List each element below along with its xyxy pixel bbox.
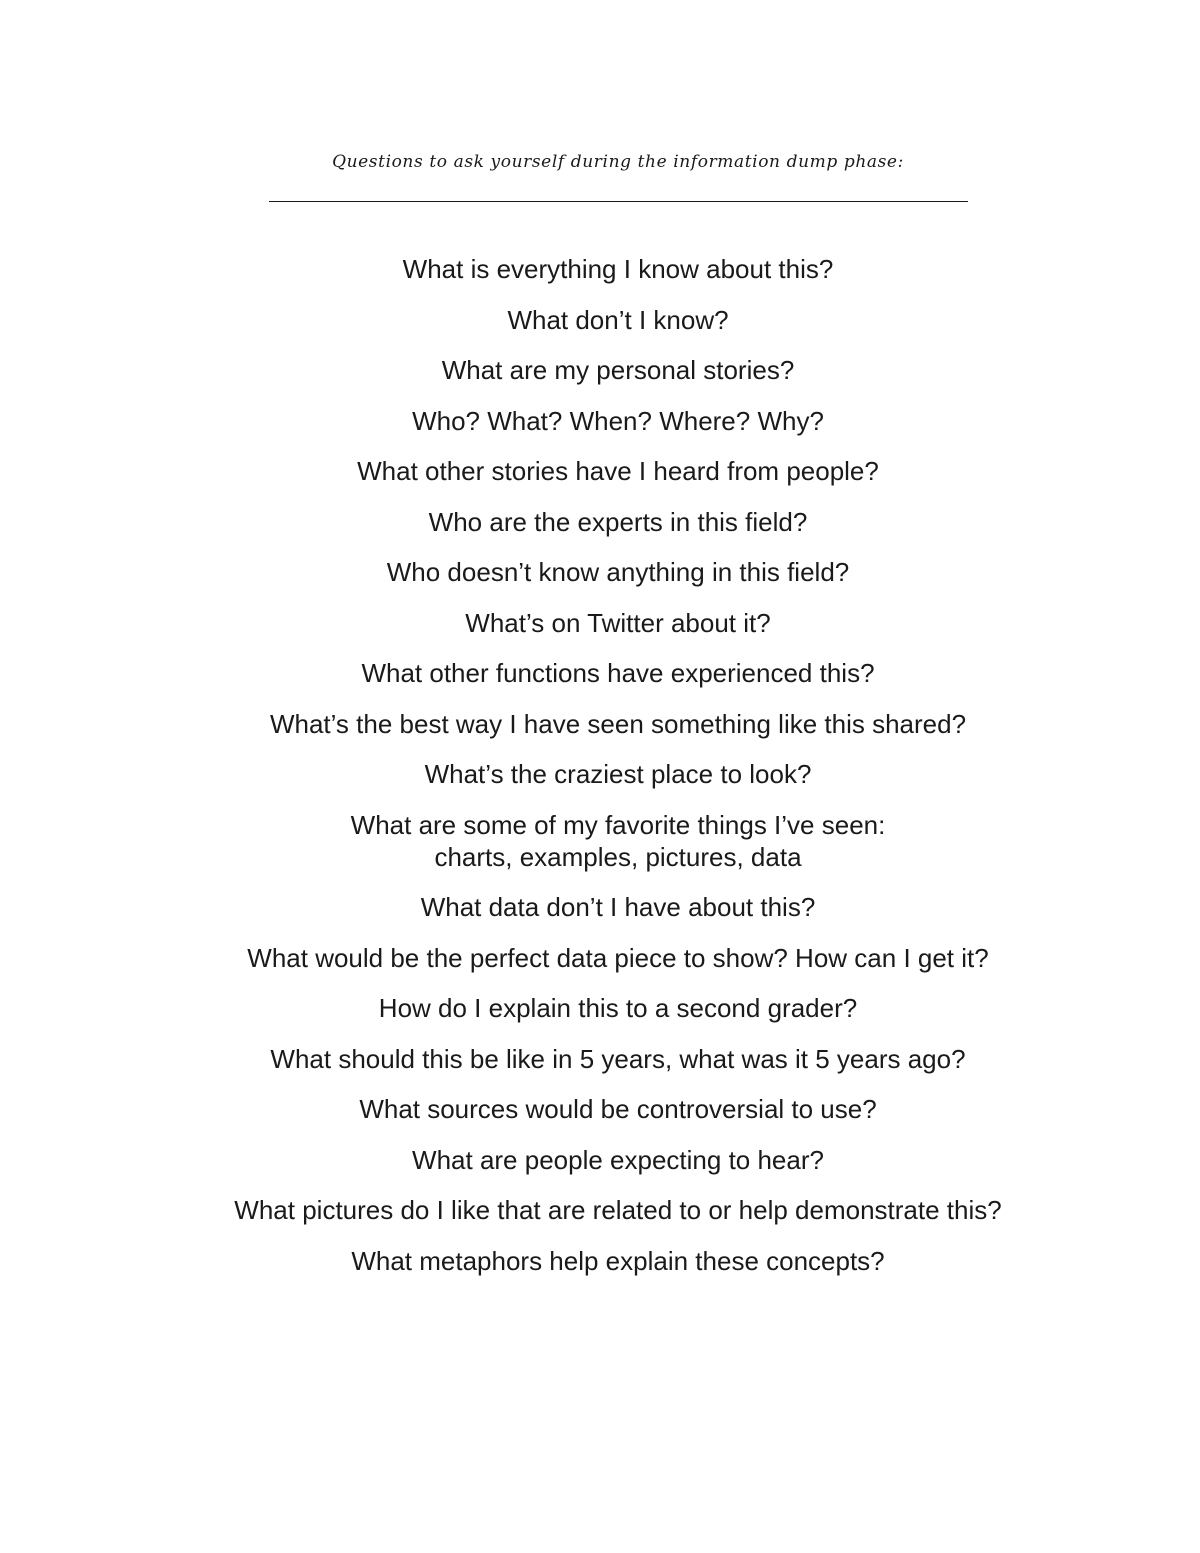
- page-heading: Questions to ask yourself during the information dump phase:: [332, 152, 904, 172]
- question-item: What would be the perfect data piece to show? How can I get it?: [247, 942, 989, 973]
- question-item: What metaphors help explain these concepts?: [351, 1245, 885, 1276]
- question-item: What pictures do I like that are related to or help demonstrate this?: [234, 1195, 1002, 1225]
- question-item: What are some of my favorite things I’ve seen: charts, examples, pictures, data: [350, 809, 886, 872]
- question-item: What data don’t I have about this?: [420, 892, 816, 922]
- question-item: What other functions have experienced this?: [361, 658, 875, 688]
- question-item: What are my personal stories?: [441, 355, 795, 385]
- question-item: How do I explain this to a second grader?: [378, 993, 858, 1023]
- question-item: What sources would be controversial to use?: [359, 1094, 877, 1124]
- question-item: What’s on Twitter about it?: [465, 607, 771, 638]
- question-item: What other stories have I heard from people?: [357, 456, 879, 486]
- heading-divider: [269, 201, 968, 202]
- question-list: [0, 253, 1200, 1295]
- question-item: Who? What? When? Where? Why?: [412, 405, 824, 436]
- question-item: Who are the experts in this field?: [428, 506, 808, 537]
- question-item: What are people expecting to hear?: [412, 1144, 824, 1175]
- question-item: What’s the craziest place to look?: [424, 759, 812, 789]
- question-item: What is everything I know about this?: [402, 254, 834, 284]
- question-item: What’s the best way I have seen something like this shared?: [269, 708, 967, 739]
- question-item: What don’t I know?: [507, 304, 729, 335]
- question-item: What should this be like in 5 years, what was it 5 years ago?: [270, 1043, 966, 1074]
- question-item: Who doesn’t know anything in this field?: [386, 557, 850, 587]
